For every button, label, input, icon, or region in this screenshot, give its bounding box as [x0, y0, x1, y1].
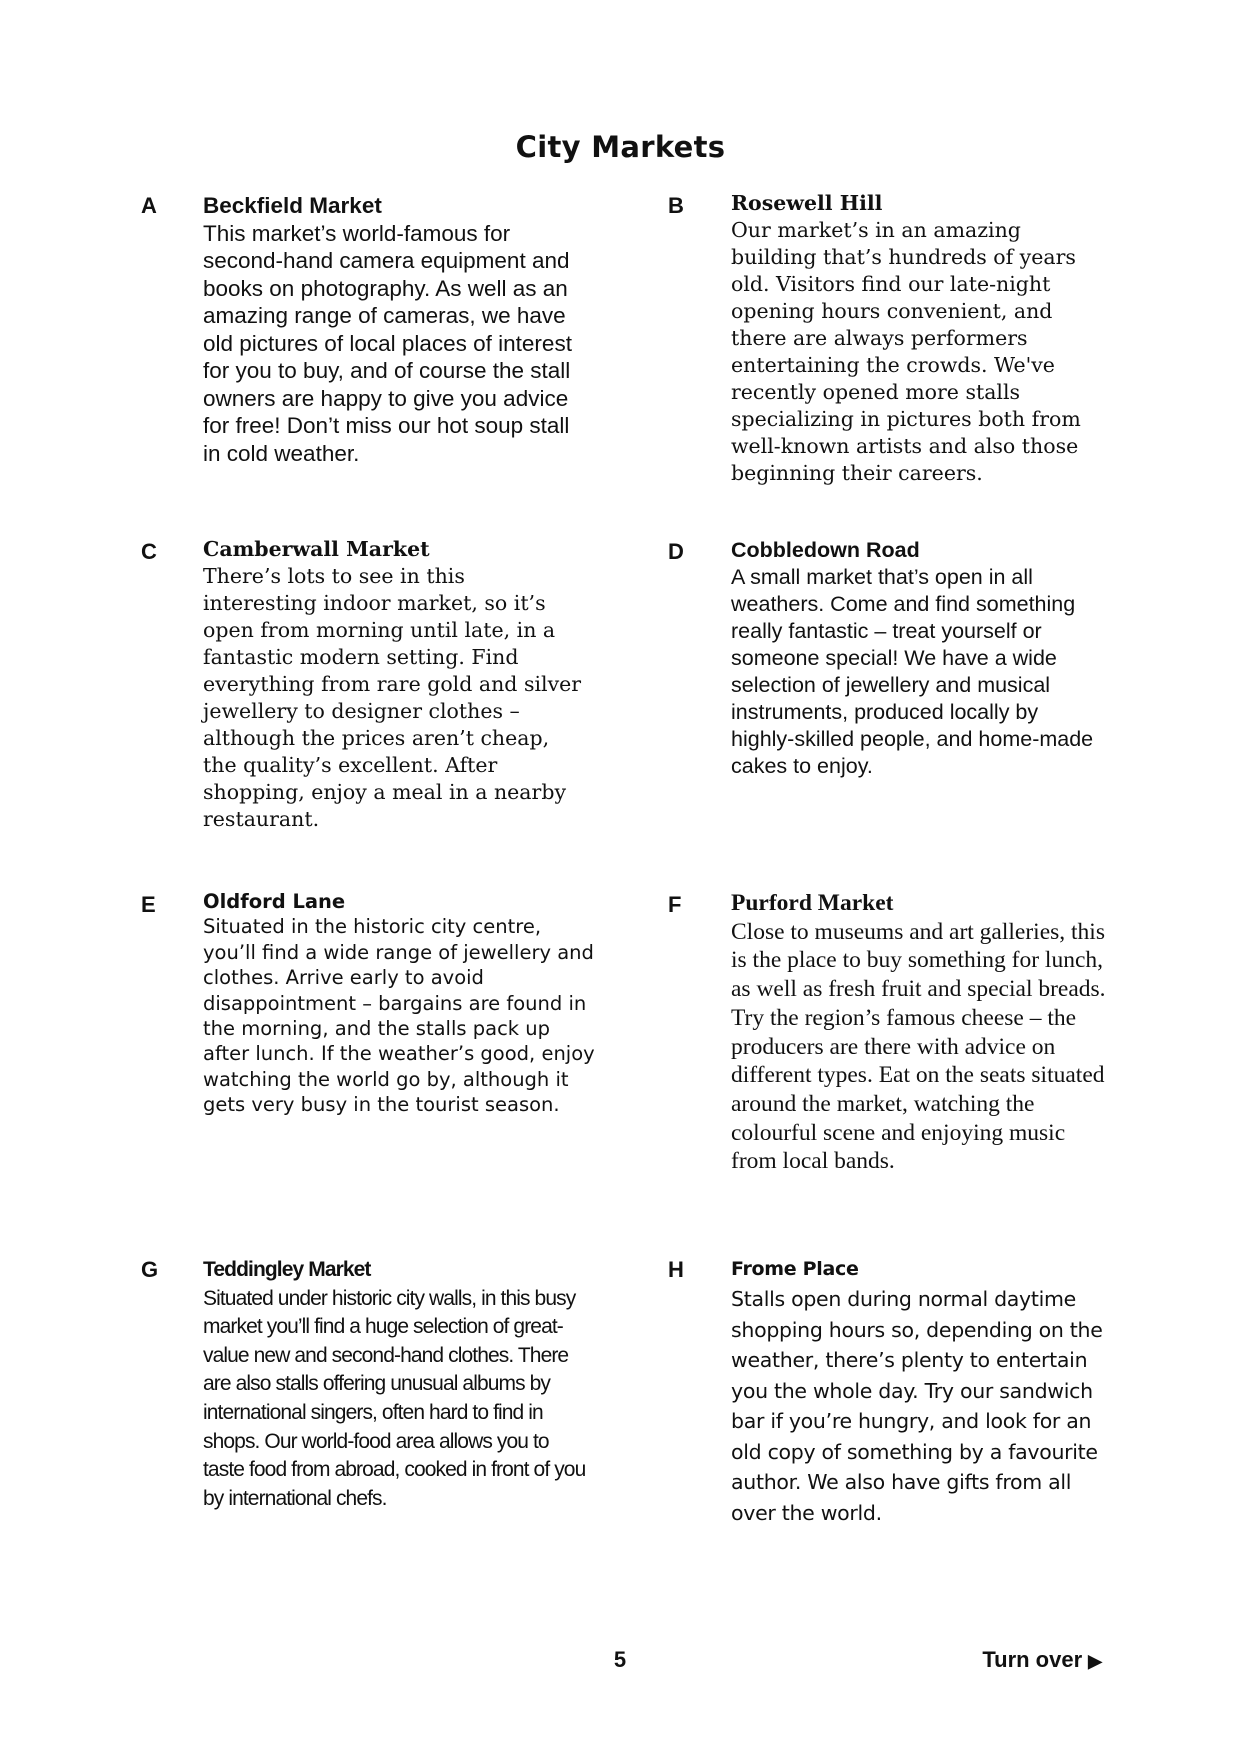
market-entry-f [731, 889, 1111, 1176]
market-text-a: This market’s world-famous for second-hand camera equipment and books on photography. As well as an amazing range of cameras, we have old pictures of local places of interest for you to buy, and of course the stall owners are happy to give you advice for free! Don’t miss our hot soup stall in cold weather. [203, 220, 572, 466]
market-name-f: Purford Market [731, 890, 894, 916]
market-text-g: Situated under historic city walls, in this busy market you’ll find a huge selection of great-value new and second-hand clothes. There are also stalls offering unusual albums by international singers, often hard to find in shops. Our world-food area allows you to taste food from abroad, cooked in front of you by international chefs. [203, 1286, 586, 1510]
market-letter-f: F [668, 892, 682, 917]
market-name-b: Rosewell Hill [731, 191, 883, 215]
market-text-e: Situated in the historic city centre, you’ll find a wide range of jewellery and clothes. Arrive early to avoid disappointment – bargains are found in the morning, and the stalls pack up after lunch. If the weather’s good, enjoy watching the world go by, although it gets very busy in the tourist season. [203, 915, 595, 1117]
market-entry-b [731, 190, 1111, 487]
market-name-c: Camberwall Market [203, 537, 430, 561]
market-entry-c [203, 536, 583, 833]
play-arrow-icon: ▶ [1088, 1651, 1102, 1671]
page-title: City Markets [515, 130, 726, 164]
market-text-h: Stalls open during normal daytime shopping hours so, depending on the weather, there’s plenty to entertain you the whole day. Try our sandwich bar if you’re hungry, and look for an old copy of something by a favourite author. We also have gifts from all over the world. [731, 1287, 1103, 1525]
market-letter-d: D [668, 539, 684, 564]
market-letter-g: G [141, 1257, 159, 1282]
market-name-g: Teddingley Market [203, 1258, 371, 1281]
market-entry-e [203, 889, 598, 1118]
market-name-h: Frome Place [731, 1258, 859, 1280]
market-entry-a [203, 192, 588, 467]
turn-over-text: Turn over [982, 1647, 1083, 1672]
market-text-d: A small market that’s open in all weathers. Come and find something really fantastic – treat yourself or someone special! We have a wide selection of jewellery and musical instruments, produced locally by highly-skilled people, and home-made cakes to enjoy. [731, 565, 1094, 778]
turn-over-label [982, 1647, 1102, 1673]
market-entry-g [203, 1256, 588, 1513]
market-text-f: Close to museums and art galleries, this is the place to buy something for lunch, as well as fresh fruit and special breads. Try the region’s famous cheese – the producers are there with advice on different types. Eat on the seats situated around the market, watching the colourful scene and enjoying music from local bands. [731, 918, 1106, 1175]
market-letter-b: B [668, 193, 684, 218]
market-letter-h: H [668, 1257, 684, 1282]
market-letter-e: E [141, 892, 156, 917]
market-entry-d [731, 537, 1106, 780]
market-name-a: Beckfield Market [203, 193, 382, 218]
market-entry-h [731, 1256, 1116, 1528]
market-name-d: Cobbledown Road [731, 538, 920, 562]
page-number: 5 [613, 1647, 627, 1672]
market-letter-c: C [141, 539, 157, 564]
market-name-e: Oldford Lane [203, 890, 346, 913]
market-text-c: There’s lots to see in this interesting indoor market, so it’s open from morning until late, in a fantastic modern setting. Find everything from rare gold and silver jewellery to designer clothes – although the prices aren’t cheap, the quality’s excellent. After shopping, enjoy a meal in a nearby restaurant. [203, 564, 582, 831]
market-letter-a: A [141, 193, 157, 218]
market-text-b: Our market’s in an amazing building that’s hundreds of years old. Visitors find our late-night opening hours convenient, and there are always performers entertaining the crowds. We've recently opened more stalls specializing in pictures both from well-known artists and also those beginning their careers. [731, 218, 1081, 485]
